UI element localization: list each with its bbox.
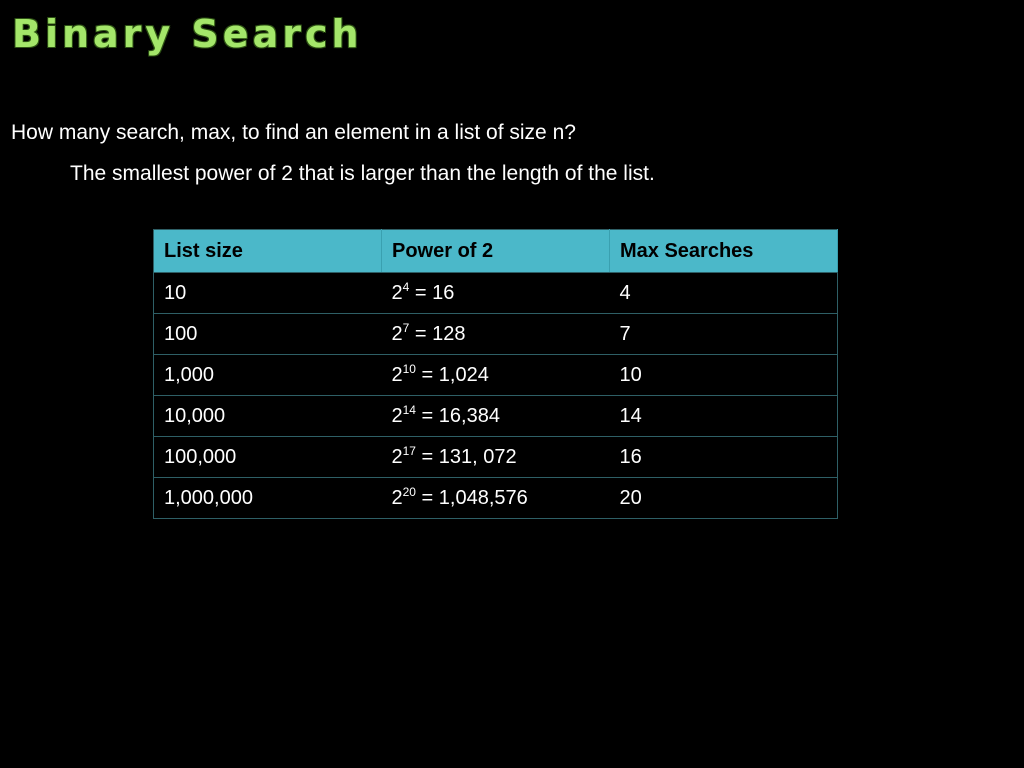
cell-list-size: 1,000 (154, 355, 382, 396)
cell-list-size: 10,000 (154, 396, 382, 437)
header-list-size: List size (154, 230, 382, 273)
cell-list-size: 1,000,000 (154, 478, 382, 519)
power-base: 2 (391, 445, 403, 468)
table-row (154, 478, 838, 519)
power-exponent: 20 (402, 484, 416, 499)
power-value: = 131, 072 (415, 445, 517, 468)
table-row (154, 314, 838, 355)
question-text: How many search, max, to find an element in a list of size n? (11, 121, 576, 144)
power-value: = 16,384 (415, 404, 500, 427)
answer-text: The smallest power of 2 that is larger than the length of the list. (70, 162, 655, 185)
power-value: = 1,024 (415, 363, 489, 386)
power-base: 2 (391, 404, 403, 427)
power-exponent: 17 (402, 443, 416, 458)
cell-max-searches: 7 (610, 314, 838, 355)
cell-max-searches: 16 (610, 437, 838, 478)
cell-power-of-2 (382, 314, 610, 355)
table-row (154, 396, 838, 437)
cell-max-searches: 10 (610, 355, 838, 396)
cell-max-searches: 4 (610, 273, 838, 314)
table-row (154, 355, 838, 396)
cell-list-size: 100 (154, 314, 382, 355)
cell-power-of-2 (382, 478, 610, 519)
cell-max-searches: 14 (610, 396, 838, 437)
power-exponent: 4 (402, 279, 410, 294)
power-base: 2 (391, 322, 403, 345)
power-value: = 16 (409, 281, 455, 304)
header-power-of-2: Power of 2 (382, 230, 610, 273)
cell-power-of-2 (382, 396, 610, 437)
power-value: = 128 (409, 322, 466, 345)
slide-title: Binary Search (12, 12, 363, 56)
cell-max-searches: 20 (610, 478, 838, 519)
binary-search-table (153, 229, 838, 519)
table-row (154, 437, 838, 478)
cell-list-size: 100,000 (154, 437, 382, 478)
power-base: 2 (391, 486, 403, 509)
power-exponent: 7 (402, 320, 410, 335)
power-exponent: 14 (402, 402, 416, 417)
cell-power-of-2 (382, 273, 610, 314)
cell-list-size: 10 (154, 273, 382, 314)
table-header-row (154, 230, 838, 273)
power-value: = 1,048,576 (415, 486, 528, 509)
cell-power-of-2 (382, 355, 610, 396)
header-max-searches: Max Searches (610, 230, 838, 273)
power-base: 2 (391, 363, 403, 386)
cell-power-of-2 (382, 437, 610, 478)
power-base: 2 (391, 281, 403, 304)
power-exponent: 10 (402, 361, 416, 376)
table-row (154, 273, 838, 314)
